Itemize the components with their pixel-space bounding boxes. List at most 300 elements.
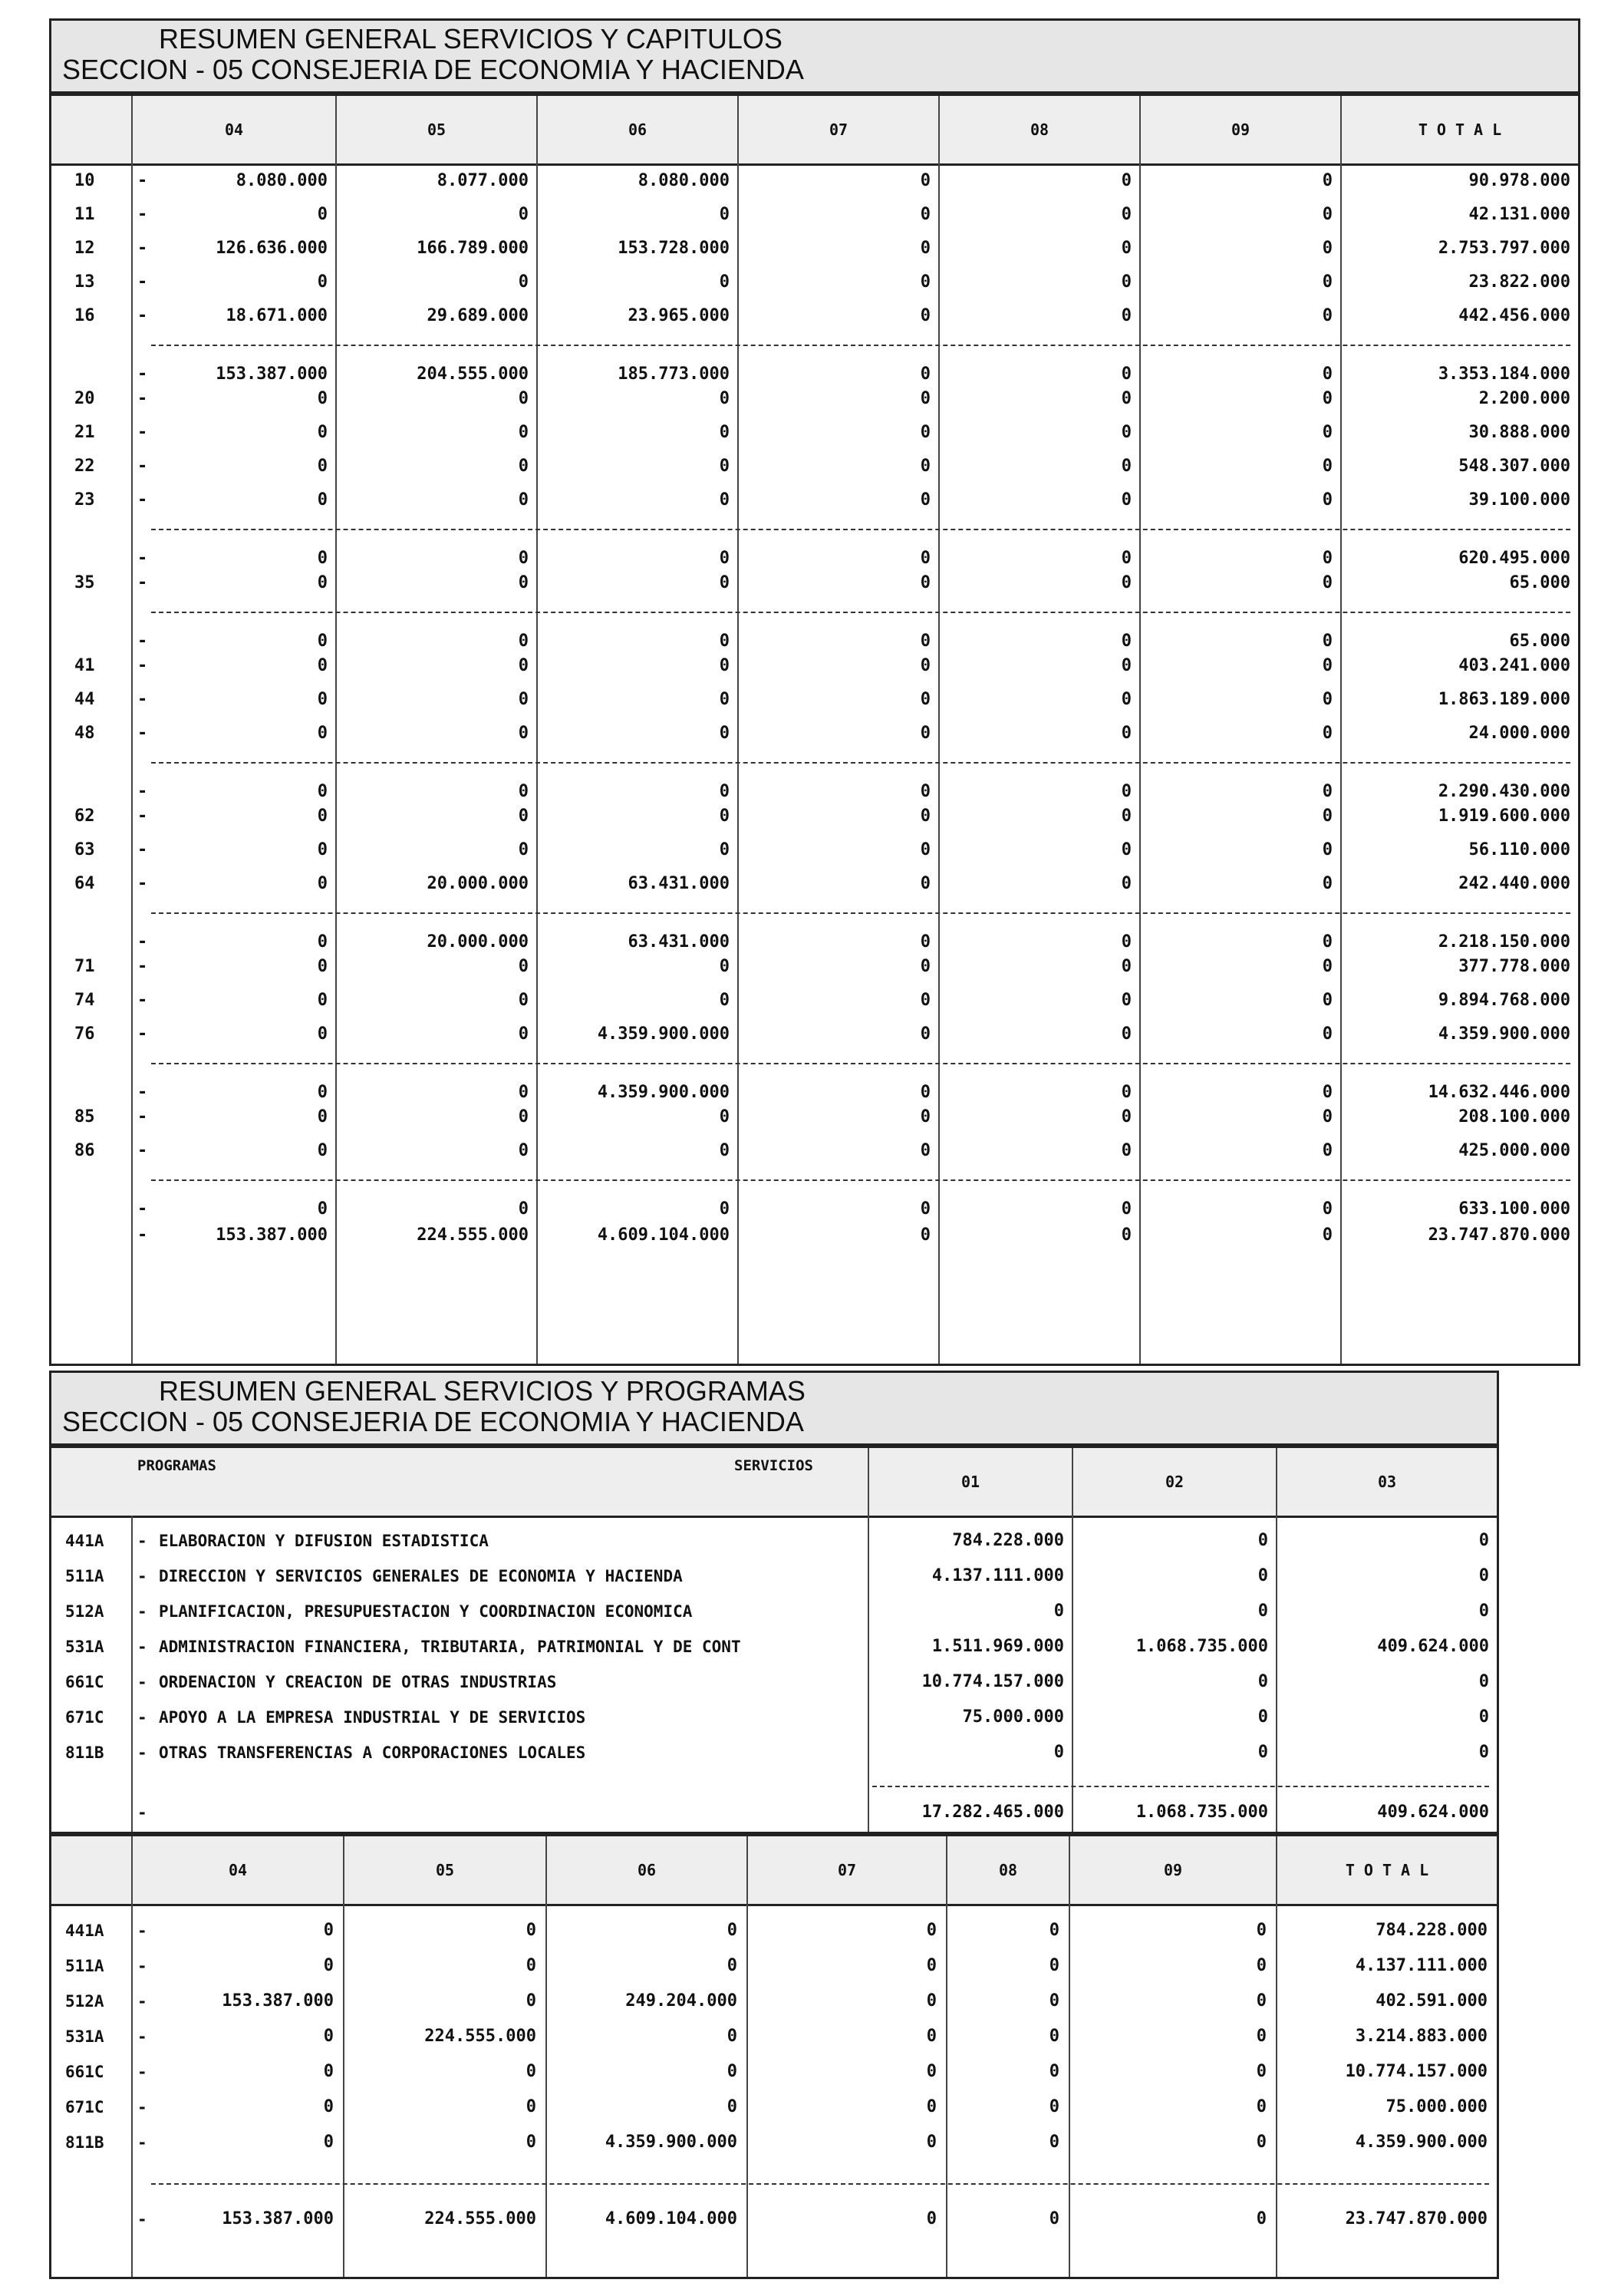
cell-value: 0 (727, 2097, 737, 2116)
cell-value: 0 (920, 1199, 931, 1219)
cell-value: 23.965.000 (628, 306, 730, 325)
total-row (51, 2208, 1497, 2231)
cell-value: 0 (526, 1991, 536, 2011)
row-dash: - (137, 1743, 147, 1762)
table-row (51, 1198, 1578, 1221)
cell-value: 0 (323, 1921, 334, 1940)
program-name: ADMINISTRACION FINANCIERA, TRIBUTARIA, PATRIMONIAL Y DE CONT (159, 1638, 741, 1656)
cell-value: 0 (1322, 957, 1333, 976)
cell-value: 0 (920, 632, 931, 651)
table3 (49, 1834, 1499, 2279)
row-code: 12 (74, 239, 95, 258)
cell-value: 0 (1049, 1921, 1059, 1940)
cell-value: 0 (920, 272, 931, 292)
cell-value: 0 (317, 632, 328, 651)
cell-value: 0 (1256, 2062, 1267, 2081)
row-code: 23 (74, 490, 95, 510)
cell-value: 0 (317, 724, 328, 743)
table-row (51, 388, 1578, 411)
cell-value: 0 (719, 690, 730, 709)
cell-value: 0 (1256, 1956, 1267, 1975)
cell-value: 0 (920, 724, 931, 743)
cell-value: 4.137.111.000 (1355, 1956, 1488, 1975)
row-code: 21 (74, 423, 95, 442)
table-row (51, 2131, 1497, 2154)
cell-value: 0 (1121, 573, 1132, 592)
cell-value: 0 (926, 1921, 937, 1940)
cell-value: 0 (920, 171, 931, 190)
cell-value: 0 (526, 2097, 536, 2116)
cell-value: 0 (323, 2097, 334, 2116)
cell-value: 0 (518, 1141, 529, 1160)
cell-value: 0 (1121, 171, 1132, 190)
program-name: PLANIFICACION, PRESUPUESTACION Y COORDINACION ECONOMICA (159, 1602, 693, 1621)
col-header-5: 08 (938, 96, 1139, 163)
cell-value: 0 (1121, 632, 1132, 651)
row-code: 22 (74, 457, 95, 476)
cell-value: 224.555.000 (424, 2027, 536, 2046)
cell-value: 0 (1322, 423, 1333, 442)
cell-value: 2.200.000 (1478, 389, 1570, 408)
table-row (51, 1023, 1578, 1046)
row-dash: - (137, 272, 148, 292)
col-header-4: 07 (746, 1836, 946, 1904)
table-row (51, 989, 1578, 1012)
subtotal-separator (151, 1063, 1570, 1064)
table-row (51, 1106, 1578, 1129)
row-dash: - (137, 1992, 147, 2011)
table-row (51, 1224, 1578, 1247)
program-name: ELABORACION Y DIFUSION ESTADISTICA (159, 1532, 489, 1550)
servicios-label: SERVICIOS (734, 1457, 813, 1474)
table-row (51, 1990, 1497, 2013)
row-dash: - (137, 1532, 147, 1550)
cell-value: 8.080.000 (638, 171, 730, 190)
cell-value: 0 (719, 389, 730, 408)
cell-value: 1.919.600.000 (1438, 807, 1570, 826)
cell-value: 0 (317, 932, 328, 952)
cell-value: 0 (323, 2062, 334, 2081)
cell-value: 153.387.000 (216, 365, 328, 384)
cell-value: 0 (727, 1921, 737, 1940)
cell-value: 0 (323, 2133, 334, 2152)
program-code: 661C (65, 1673, 104, 1691)
cell-value: 0 (317, 957, 328, 976)
cell-value: 153.387.000 (222, 1991, 334, 2011)
cell-value: 0 (920, 690, 931, 709)
row-code: 85 (74, 1107, 95, 1127)
col-divider (335, 163, 337, 1364)
cell-value: 24.000.000 (1468, 724, 1570, 743)
cell-value: 377.778.000 (1458, 957, 1570, 976)
cell-value: 153.387.000 (216, 1226, 328, 1245)
cell-value: 0 (1478, 1531, 1489, 1550)
cell-value: 20.000.000 (427, 932, 529, 952)
cell-value: 0 (1322, 573, 1333, 592)
cell-value: 0 (719, 490, 730, 510)
table1-column-header (51, 96, 1578, 166)
program-code: 661C (65, 2063, 104, 2081)
row-dash: - (137, 365, 148, 384)
cell-value: 0 (1121, 272, 1132, 292)
row-dash: - (137, 1141, 148, 1160)
row-dash: - (137, 807, 148, 826)
table-row (51, 1955, 1497, 1978)
cell-value: 0 (518, 656, 529, 675)
cell-value: 0 (1322, 1226, 1333, 1245)
row-dash: - (137, 573, 148, 592)
cell-value: 0 (526, 2133, 536, 2152)
cell-value: 0 (526, 1956, 536, 1975)
cell-value: 0 (518, 573, 529, 592)
row-code: 10 (74, 171, 95, 190)
cell-value: 0 (926, 2027, 937, 2046)
table-row (51, 655, 1578, 678)
cell-value: 0 (920, 239, 931, 258)
cell-value: 23.822.000 (1468, 272, 1570, 292)
cell-value: 0 (518, 724, 529, 743)
row-dash: - (137, 1083, 148, 1102)
row-code: 20 (74, 389, 95, 408)
cell-value: 0 (719, 549, 730, 568)
cell-value: 0 (1478, 1707, 1489, 1727)
cell-value: 0 (518, 782, 529, 801)
cell-value: 208.100.000 (1458, 1107, 1570, 1127)
programas-label: PROGRAMAS (137, 1457, 216, 1474)
cell-value: 3.353.184.000 (1438, 365, 1570, 384)
table-row (51, 839, 1578, 862)
cell-value: 0 (1049, 2133, 1059, 2152)
cell-value: 0 (719, 457, 730, 476)
row-dash: - (137, 239, 148, 258)
cell-value: 0 (1121, 1083, 1132, 1102)
row-dash: - (137, 2210, 147, 2228)
table2-column-header (51, 1448, 1497, 1518)
cell-value: 0 (719, 1199, 730, 1219)
cell-value: 0 (1121, 1199, 1132, 1219)
cell-value: 8.077.000 (437, 171, 529, 190)
program-name: ORDENACION Y CREACION DE OTRAS INDUSTRIAS (159, 1673, 557, 1691)
table2-header (49, 1371, 1499, 1446)
cell-value: 0 (1121, 365, 1132, 384)
cell-value: 0 (1322, 1107, 1333, 1127)
program-row (51, 1671, 1497, 1694)
cell-value: 0 (1322, 724, 1333, 743)
cell-value: 0 (526, 2062, 536, 2081)
table2-section: SECCION - 05 CONSEJERIA DE ECONOMIA Y HACIENDA (62, 1406, 804, 1437)
cell-value: 0 (920, 874, 931, 893)
program-code: 511A (65, 1567, 104, 1585)
table-row (51, 2025, 1497, 2048)
cell-value: 0 (920, 782, 931, 801)
row-dash: - (137, 457, 148, 476)
cell-value: 0 (1322, 656, 1333, 675)
cell-value: 0 (317, 1141, 328, 1160)
cell-value: 0 (518, 272, 529, 292)
cell-value: 0 (1121, 306, 1132, 325)
cell-value: 185.773.000 (618, 365, 730, 384)
col-divider (737, 163, 739, 1364)
cell-value: 0 (518, 840, 529, 859)
row-dash: - (137, 1638, 147, 1656)
cell-value: 0 (1322, 1024, 1333, 1044)
table-row (51, 1919, 1497, 1942)
col-header-6: 09 (1139, 96, 1340, 163)
cell-value: 23.747.870.000 (1428, 1226, 1570, 1245)
cell-value: 153.387.000 (222, 2209, 334, 2228)
cell-value: 0 (1049, 2097, 1059, 2116)
cell-value: 0 (1121, 782, 1132, 801)
cell-value: 0 (920, 957, 931, 976)
cell-value: 784.228.000 (952, 1531, 1064, 1550)
cell-value: 0 (1322, 874, 1333, 893)
row-dash: - (137, 2133, 147, 2152)
table-row (51, 2096, 1497, 2119)
cell-value: 4.359.900.000 (597, 1083, 730, 1102)
table-row (51, 271, 1578, 294)
cell-value: 0 (1121, 1024, 1132, 1044)
program-code: 811B (65, 1743, 104, 1762)
cell-value: 23.747.870.000 (1345, 2209, 1488, 2228)
cell-value: 0 (1121, 423, 1132, 442)
table-row (51, 780, 1578, 803)
cell-value: 0 (518, 1083, 529, 1102)
cell-value: 4.359.900.000 (605, 2133, 737, 2152)
cell-value: 224.555.000 (424, 2209, 536, 2228)
table-row (51, 955, 1578, 978)
cell-value: 39.100.000 (1468, 490, 1570, 510)
cell-value: 0 (719, 1141, 730, 1160)
row-dash: - (137, 1803, 147, 1822)
cell-value: 0 (926, 2062, 937, 2081)
cell-value: 0 (1121, 457, 1132, 476)
table-row (51, 572, 1578, 595)
cell-value: 0 (1257, 1707, 1268, 1727)
cell-value: 0 (719, 1107, 730, 1127)
row-dash: - (137, 840, 148, 859)
row-dash: - (137, 549, 148, 568)
cell-value: 166.789.000 (417, 239, 529, 258)
program-code: 531A (65, 1638, 104, 1656)
cell-value: 0 (920, 549, 931, 568)
cell-value: 0 (1049, 1991, 1059, 2011)
cell-value: 0 (1049, 2209, 1059, 2228)
cell-value: 8.080.000 (236, 171, 328, 190)
row-code: 11 (74, 205, 95, 224)
cell-value: 0 (926, 1991, 937, 2011)
cell-value: 0 (518, 423, 529, 442)
cell-value: 0 (1256, 2097, 1267, 2116)
cell-value: 18.671.000 (226, 306, 328, 325)
cell-value: 0 (719, 423, 730, 442)
cell-value: 0 (317, 490, 328, 510)
cell-value: 90.978.000 (1468, 171, 1570, 190)
program-code: 512A (65, 1602, 104, 1621)
cell-value: 0 (1121, 656, 1132, 675)
table-row (51, 363, 1578, 386)
cell-value: 0 (317, 272, 328, 292)
cell-value: 0 (1478, 1672, 1489, 1691)
cell-value: 10.774.157.000 (921, 1672, 1064, 1691)
cell-value: 0 (719, 957, 730, 976)
row-dash: - (137, 632, 148, 651)
cell-value: 0 (317, 389, 328, 408)
cell-value: 0 (1121, 1226, 1132, 1245)
cell-value: 425.000.000 (1458, 1141, 1570, 1160)
cell-value: 409.624.000 (1377, 1803, 1489, 1822)
table-row (51, 722, 1578, 745)
col-header-2: 05 (343, 1836, 545, 1904)
program-code: 811B (65, 2133, 104, 2152)
row-dash: - (137, 724, 148, 743)
cell-value: 0 (1478, 1743, 1489, 1762)
table-row (51, 1140, 1578, 1163)
cell-value: 0 (1322, 365, 1333, 384)
table-row (51, 305, 1578, 328)
program-code: 531A (65, 2027, 104, 2046)
program-code: 671C (65, 2098, 104, 2116)
cell-value: 0 (719, 807, 730, 826)
table-row (51, 688, 1578, 711)
row-dash: - (137, 490, 148, 510)
cell-value: 0 (920, 365, 931, 384)
cell-value: 0 (926, 2097, 937, 2116)
total-separator (151, 2183, 1489, 2185)
cell-value: 0 (1121, 490, 1132, 510)
cell-value: 0 (1256, 2133, 1267, 2152)
row-code: 41 (74, 656, 95, 675)
program-row (51, 1635, 1497, 1658)
cell-value: 65.000 (1509, 573, 1570, 592)
cell-value: 4.359.900.000 (597, 1024, 730, 1044)
cell-value: 403.241.000 (1458, 656, 1570, 675)
cell-value: 0 (1256, 2027, 1267, 2046)
row-code: 76 (74, 1024, 95, 1044)
cell-value: 0 (727, 2027, 737, 2046)
col-header-1: 04 (131, 1836, 343, 1904)
cell-value: 0 (1322, 1199, 1333, 1219)
cell-value: 0 (920, 1083, 931, 1102)
cell-value: 0 (1322, 932, 1333, 952)
cell-value: 0 (1121, 840, 1132, 859)
row-code: 74 (74, 991, 95, 1010)
cell-value: 0 (317, 1083, 328, 1102)
cell-value: 0 (518, 205, 529, 224)
row-code: 48 (74, 724, 95, 743)
cell-value: 0 (518, 549, 529, 568)
table-row (51, 170, 1578, 193)
table-row (51, 455, 1578, 478)
cell-value: 4.137.111.000 (931, 1566, 1064, 1585)
cell-value: 0 (1121, 205, 1132, 224)
program-row (51, 1565, 1497, 1588)
cell-value: 126.636.000 (216, 239, 328, 258)
subtotal-separator (151, 1179, 1570, 1181)
cell-value: 204.555.000 (417, 365, 529, 384)
cell-value: 0 (1121, 874, 1132, 893)
cell-value: 0 (1322, 205, 1333, 224)
row-dash: - (137, 1107, 148, 1127)
col-header-03: 03 (1276, 1448, 1497, 1516)
cell-value: 0 (1322, 632, 1333, 651)
cell-value: 0 (518, 1199, 529, 1219)
cell-value: 0 (518, 991, 529, 1010)
row-code: 35 (74, 573, 95, 592)
cell-value: 0 (518, 490, 529, 510)
row-code: 13 (74, 272, 95, 292)
program-row (51, 1600, 1497, 1623)
cell-value: 2.218.150.000 (1438, 932, 1570, 952)
cell-value: 0 (920, 490, 931, 510)
row-code: 16 (74, 306, 95, 325)
cell-value: 0 (1257, 1531, 1268, 1550)
subtotal-separator (151, 912, 1570, 914)
program-row (51, 1741, 1497, 1764)
cell-value: 0 (317, 1199, 328, 1219)
cell-value: 30.888.000 (1468, 423, 1570, 442)
col-header-6: 09 (1069, 1836, 1276, 1904)
cell-value: 0 (1053, 1743, 1064, 1762)
cell-value: 249.204.000 (625, 1991, 737, 2011)
cell-value: 0 (719, 991, 730, 1010)
cell-value: 0 (719, 782, 730, 801)
cell-value: 3.214.883.000 (1355, 2027, 1488, 2046)
table2 (49, 1446, 1499, 1834)
cell-value: 17.282.465.000 (921, 1803, 1064, 1822)
cell-value: 0 (1121, 1107, 1132, 1127)
subtotal-separator (151, 529, 1570, 530)
total-row (51, 1801, 1497, 1824)
cell-value: 0 (1257, 1743, 1268, 1762)
cell-value: 0 (926, 2209, 937, 2228)
cell-value: 0 (920, 656, 931, 675)
cell-value: 0 (1257, 1672, 1268, 1691)
cell-value: 4.609.104.000 (597, 1226, 730, 1245)
program-code: 512A (65, 1992, 104, 2011)
cell-value: 0 (920, 423, 931, 442)
col-header-02: 02 (1072, 1448, 1276, 1516)
cell-value: 0 (323, 1956, 334, 1975)
row-code: 64 (74, 874, 95, 893)
col-divider (536, 163, 538, 1364)
cell-value: 75.000.000 (1385, 2097, 1488, 2116)
cell-value: 784.228.000 (1376, 1921, 1488, 1940)
cell-value: 4.359.900.000 (1438, 1024, 1570, 1044)
cell-value: 0 (1257, 1602, 1268, 1621)
table-row (51, 489, 1578, 512)
cell-value: 548.307.000 (1458, 457, 1570, 476)
cell-value: 0 (920, 306, 931, 325)
cell-value: 0 (719, 573, 730, 592)
cell-value: 75.000.000 (962, 1707, 1064, 1727)
cell-value: 0 (317, 205, 328, 224)
cell-value: 0 (1256, 1991, 1267, 2011)
cell-value: 0 (1121, 239, 1132, 258)
cell-value: 0 (920, 840, 931, 859)
cell-value: 0 (317, 807, 328, 826)
cell-value: 0 (1322, 1083, 1333, 1102)
col-header-2: 05 (335, 96, 536, 163)
row-dash: - (137, 957, 148, 976)
cell-value: 0 (920, 807, 931, 826)
program-code: 441A (65, 1532, 104, 1550)
subtotal-separator (151, 762, 1570, 764)
row-dash: - (137, 690, 148, 709)
cell-value: 0 (1121, 807, 1132, 826)
row-dash: - (137, 2098, 147, 2116)
cell-value: 0 (526, 1921, 536, 1940)
cell-value: 0 (317, 457, 328, 476)
